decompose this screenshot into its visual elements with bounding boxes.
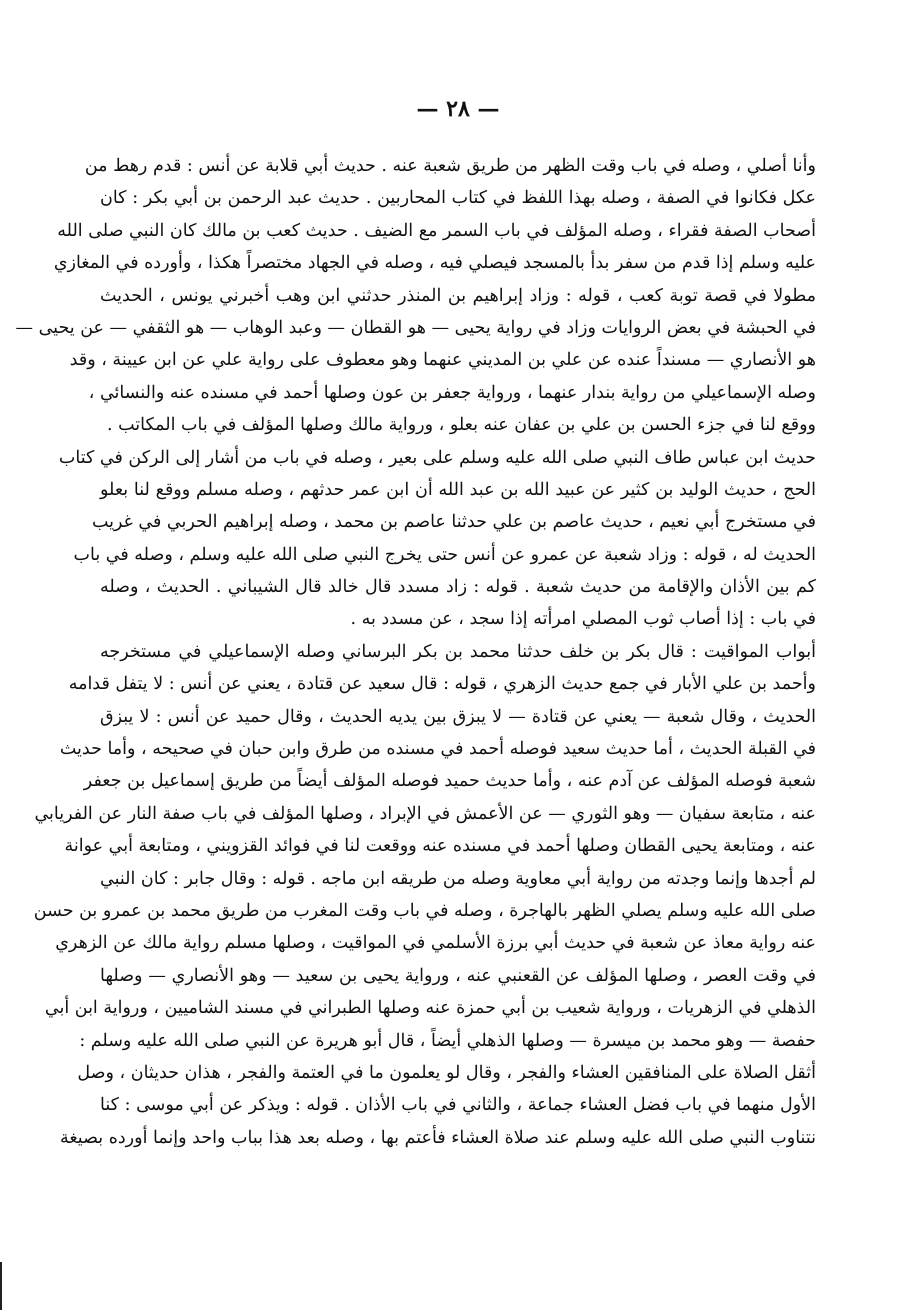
text-line: في الحبشة في بعض الروايات وزاد في رواية يحيى — هو القطان — وعبد الوهاب — هو الثقفي — عن يحيى — <box>15 317 816 338</box>
body-text <box>15 150 816 1154</box>
page-number: — ٢٨ — <box>416 96 500 122</box>
text-line: الحج ، حديث الوليد بن كثير عن عبيد الله بن عبد الله أن ابن عمر حدثهم ، وصله مسلم ووقع لنا بعلو <box>100 479 816 500</box>
text-line: في وقت العصر ، وصلها المؤلف عن القعنبي عنه ، ورواية يحيى بن سعيد — وهو الأنصاري — وصلها <box>100 965 816 986</box>
text-line: عنه رواية معاذ عن شعبة في حديث أبي برزة الأسلمي في المواقيت ، وصلها مسلم رواية مالك عن الزهري <box>55 933 816 954</box>
text-line: عكل فكانوا في الصفة ، وصله بهذا اللفظ في كتاب المحاربين . حديث عبد الرحمن بن أبي بكر : كان <box>100 188 816 209</box>
text-line: كم بين الأذان والإقامة من حديث شعبة . قوله : زاد مسدد قال خالد قال الشيباني . الحديث ، وصله <box>100 577 816 598</box>
text-line: وأنا أصلي ، وصله في باب وقت الظهر من طريق شعبة عنه . حديث أبي قلابة عن أنس : قدم رهط من <box>84 156 816 176</box>
text-line: الذهلي في الزهريات ، ورواية شعيب بن أبي حمزة عنه وصلها الطبراني في مسند الشاميين ، ورواية ابن أبي <box>44 998 816 1019</box>
text-line: مطولا في قصة توبة كعب ، قوله : وزاد إبراهيم بن المنذر حدثني ابن وهب أخبرني يونس ، الحديث <box>100 285 816 306</box>
text-line: لم أجدها وإنما وجدته من رواية أبي معاوية وصله من طريقه ابن ماجه . قوله : وقال جابر : كان النبي <box>100 868 816 889</box>
text-line: وصله الإسماعيلي من رواية بندار عنهما ، ورواية جعفر بن عون وصلها أحمد في مسنده عنه والنسائي ، <box>88 382 816 403</box>
text-line: في القبلة الحديث ، أما حديث سعيد فوصله أحمد في مسنده من طرق وابن حبان في صحيحه ، وأما حديث <box>59 739 816 760</box>
text-line: صلى الله عليه وسلم يصلي الظهر بالهاجرة ، وصله في باب وقت المغرب من طريق محمد بن عمرو بن حسن <box>33 900 816 921</box>
text-line: أبواب المواقيت : قال بكر بن خلف حدثنا محمد بن بكر البرساني وصله الإسماعيلي في مستخرجه <box>100 641 816 662</box>
text-line: نتناوب النبي صلى الله عليه وسلم عند صلاة العشاء فأعتم بها ، وصله بعد هذا بباب واحد وإنما أورده بصيغة <box>59 1127 816 1148</box>
text-line: عنه ، ومتابعة يحيى القطان وصلها أحمد في مسنده عنه ووقعت لنا في فوائد القزويني ، ومتابعة أبي عوانة <box>64 836 816 857</box>
text-line: شعبة فوصله المؤلف عن آدم عنه ، وأما حديث حميد فوصله المؤلف أيضاً من طريق إسماعيل بن جعفر <box>83 771 816 792</box>
text-line: وأحمد بن علي الأبار في جمع حديث الزهري ، قوله : قال سعيد عن قتادة ، يعني عن أنس : لا يتفل قدامه <box>68 674 816 695</box>
text-line: عليه وسلم إذا قدم من سفر بدأ بالمسجد فيصلي فيه ، وصله في الجهاد مختصراً هكذا ، وأورده في المغازي <box>53 253 816 274</box>
text-line: الحديث له ، قوله : وزاد شعبة عن عمرو عن أنس حتى يخرج النبي صلى الله عليه وسلم ، وصله في باب <box>73 544 816 565</box>
text-line: الأول منهما في باب فضل العشاء جماعة ، والثاني في باب الأذان . قوله : ويذكر عن أبي موسى : كنا <box>100 1095 816 1116</box>
text-line: حفصة — وهو محمد بن ميسرة — وصلها الذهلي أيضاً ، قال أبو هريرة عن النبي صلى الله عليه وسلم : <box>79 1030 816 1051</box>
text-line: حديث ابن عباس طاف النبي صلى الله عليه وسلم على بعير ، وصله في باب من أشار إلى الركن في كتاب <box>58 447 816 468</box>
text-line: ووقع لنا في جزء الحسن بن علي بن عفان عنه بعلو ، ورواية مالك وصلها المؤلف في باب المكاتب . <box>107 415 816 436</box>
text-line: عنه ، متابعة سفيان — وهو الثوري — عن الأعمش في الإبراد ، وصلها المؤلف في باب صفة النار عن الفريابي <box>34 803 816 824</box>
text-line: في مستخرج أبي نعيم ، حديث عاصم بن علي حدثنا عاصم بن محمد ، وصله إبراهيم الحربي في غريب <box>91 512 816 533</box>
text-line: أثقل الصلاة على المنافقين العشاء والفجر ، وقال لو يعلمون ما في العتمة والفجر ، هذان حديثان ، وصل <box>77 1062 816 1083</box>
text-line: الحديث ، وقال شعبة — يعني عن قتادة — لا يبزق بين يديه الحديث ، وقال حميد عن أنس : لا يبزق <box>100 706 816 727</box>
text-line: هو الأنصاري — مسنداً عنده عن علي بن المديني عنهما وهو معطوف على رواية علي عن ابن عيينة ، وقد <box>69 350 816 371</box>
margin-rule <box>0 1262 2 1310</box>
text-line: أصحاب الصفة فقراء ، وصله المؤلف في باب السمر مع الضيف . حديث كعب بن مالك كان النبي صلى الله <box>57 220 816 241</box>
text-line: في باب : إذا أصاب ثوب المصلي امرأته إذا سجد ، عن مسدد به . <box>350 609 816 630</box>
